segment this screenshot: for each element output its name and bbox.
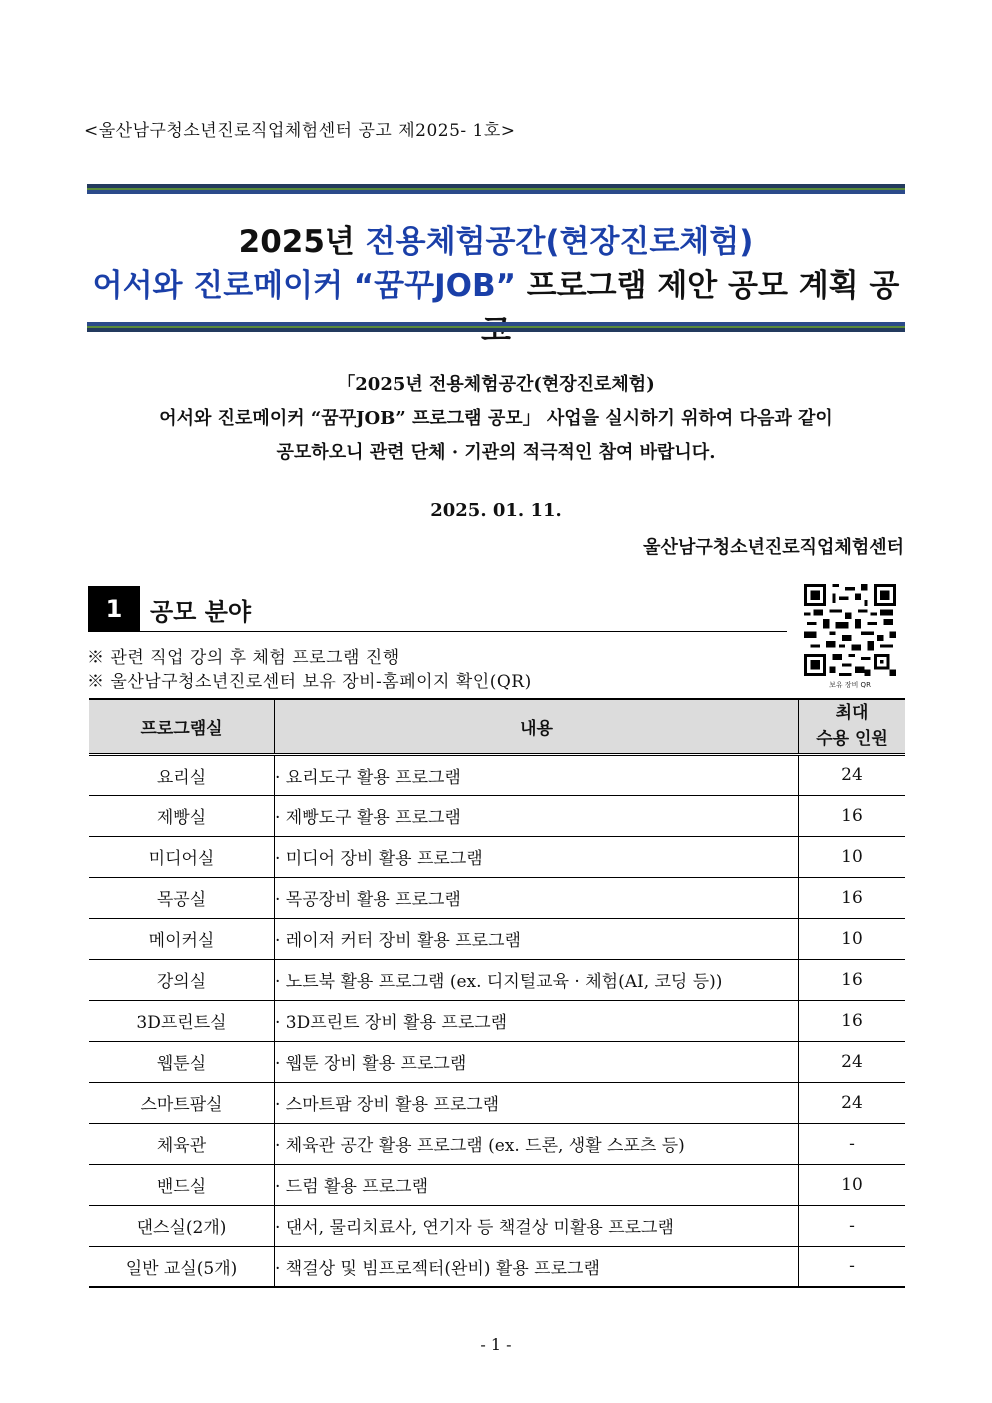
content-cell: · 목공장비 활용 프로그램: [275, 877, 799, 918]
header-capacity: [799, 699, 906, 754]
room-cell: 강의실: [89, 959, 275, 1000]
content-cell: · 책걸상 및 빔프로젝터(완비) 활용 프로그램: [275, 1246, 799, 1287]
content-cell: · 웹툰 장비 활용 프로그램: [275, 1041, 799, 1082]
title-top-rule: [87, 184, 905, 194]
content-cell: · 체육관 공간 활용 프로그램 (ex. 드론, 생활 스포츠 등): [275, 1123, 799, 1164]
header-capacity-line: 수용 인원: [816, 729, 888, 750]
table-row: [89, 1082, 905, 1123]
table-header-row: [89, 699, 905, 754]
content-cell: · 제빵도구 활용 프로그램: [275, 795, 799, 836]
header-capacity-line: 최대: [835, 703, 869, 724]
room-cell: 스마트팜실: [89, 1082, 275, 1123]
table-row: [89, 795, 905, 836]
capacity-cell: -: [799, 1123, 906, 1164]
content-cell: · 미디어 장비 활용 프로그램: [275, 836, 799, 877]
table-row: [89, 1164, 905, 1205]
capacity-cell: 24: [799, 754, 906, 795]
table-row: [89, 1123, 905, 1164]
content-cell: · 댄서, 물리치료사, 연기자 등 책걸상 미활용 프로그램: [275, 1205, 799, 1246]
room-cell: 미디어실: [89, 836, 275, 877]
title-highlight-2: 어서와 진로메이커 “꿈꾸JOB”: [92, 268, 516, 304]
table-row: [89, 918, 905, 959]
table-row: [89, 1205, 905, 1246]
program-rooms-table: [89, 698, 905, 1288]
title-highlight-1: 전용체험공간(현장진로체험): [365, 224, 754, 260]
page-number: - 1 -: [480, 1335, 512, 1354]
intro-line: 어서와 진로메이커 “꿈꾸JOB” 프로그램 공모」 사업을 실시하기 위하여 다음과 같이: [159, 408, 833, 429]
capacity-cell: 10: [799, 1164, 906, 1205]
table-row: [89, 754, 905, 795]
room-cell: 요리실: [89, 754, 275, 795]
content-cell: · 노트북 활용 프로그램 (ex. 디지털교육 · 체험(AI, 코딩 등)): [275, 959, 799, 1000]
table-row: [89, 877, 905, 918]
notice-date: 2025. 01. 11.: [430, 500, 562, 521]
capacity-cell: 10: [799, 918, 906, 959]
intro-line: 「2025년 전용체험공간(현장진로체험): [337, 374, 655, 395]
qr-caption: 보유 장비 QR: [829, 681, 871, 689]
table-row: [89, 1000, 905, 1041]
room-cell: 댄스실(2개): [89, 1205, 275, 1246]
title-line-1: [87, 216, 905, 261]
capacity-cell: 24: [799, 1082, 906, 1123]
capacity-cell: 16: [799, 1000, 906, 1041]
notice-number: <울산남구청소년진로직업체험센터 공고 제2025- 1호>: [84, 121, 516, 141]
content-cell: · 요리도구 활용 프로그램: [275, 754, 799, 795]
content-cell: · 3D프린트 장비 활용 프로그램: [275, 1000, 799, 1041]
capacity-cell: -: [799, 1205, 906, 1246]
intro-paragraph: [87, 368, 905, 470]
content-cell: · 레이저 커터 장비 활용 프로그램: [275, 918, 799, 959]
title-line-2: [87, 260, 905, 350]
room-cell: 3D프린트실: [89, 1000, 275, 1041]
intro-line: 공모하오니 관련 단체 · 기관의 적극적인 참여 바랍니다.: [276, 442, 716, 463]
room-cell: 일반 교실(5개): [89, 1246, 275, 1287]
room-cell: 목공실: [89, 877, 275, 918]
room-cell: 밴드실: [89, 1164, 275, 1205]
room-cell: 웹툰실: [89, 1041, 275, 1082]
capacity-cell: 10: [799, 836, 906, 877]
room-cell: 메이커실: [89, 918, 275, 959]
header-room: 프로그램실: [89, 699, 275, 754]
content-cell: · 드럼 활용 프로그램: [275, 1164, 799, 1205]
title-bottom-rule: [87, 322, 905, 332]
capacity-cell: 16: [799, 877, 906, 918]
room-cell: 체육관: [89, 1123, 275, 1164]
section-underline: [140, 631, 787, 632]
organization-name: 울산남구청소년진로직업체험센터: [643, 537, 904, 558]
table-row: [89, 836, 905, 877]
capacity-cell: -: [799, 1246, 906, 1287]
qr-code-icon[interactable]: [804, 584, 896, 676]
table-row: [89, 1041, 905, 1082]
room-cell: 제빵실: [89, 795, 275, 836]
title-rest: 프로그램 제안 공모 계획 공: [526, 268, 900, 304]
content-cell: · 스마트팜 장비 활용 프로그램: [275, 1082, 799, 1123]
note-item: ※ 관련 직업 강의 후 체험 프로그램 진행: [87, 648, 400, 668]
section-title: 공모 분야: [150, 598, 252, 626]
header-content: 내용: [275, 699, 799, 754]
capacity-cell: 16: [799, 959, 906, 1000]
note-item: ※ 울산남구청소년진로센터 보유 장비-홈페이지 확인(QR): [87, 672, 532, 692]
section-number: 1: [88, 586, 140, 632]
title-year: 2025년: [238, 224, 366, 260]
table-row: [89, 959, 905, 1000]
table-row: [89, 1246, 905, 1287]
capacity-cell: 16: [799, 795, 906, 836]
capacity-cell: 24: [799, 1041, 906, 1082]
